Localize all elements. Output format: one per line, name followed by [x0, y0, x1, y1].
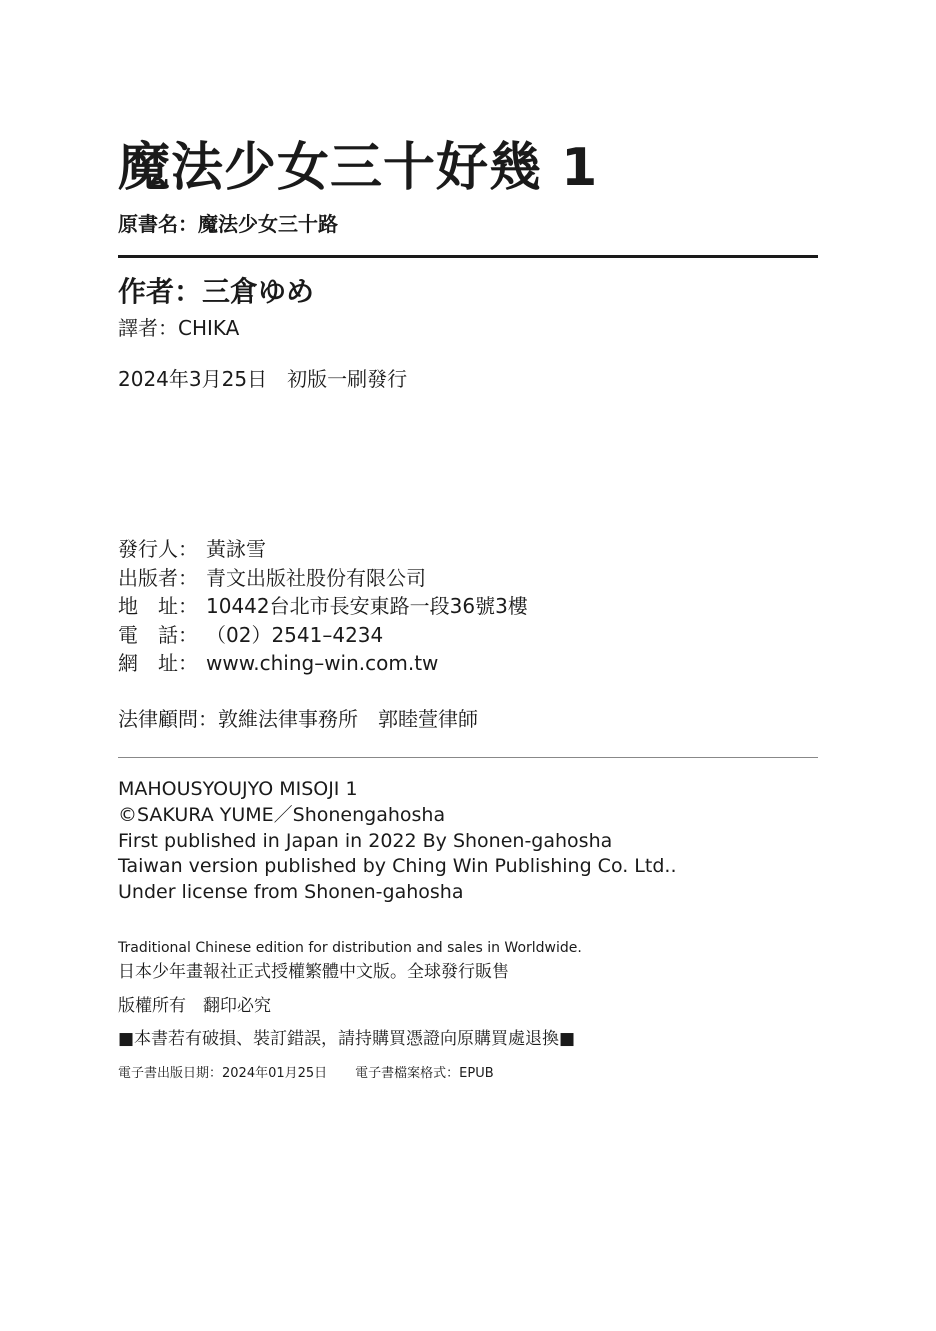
phone-value: （02）2541–4234 [206, 622, 384, 647]
website-value: www.ching–win.com.tw [206, 651, 439, 675]
translator-line: 譯者：CHIKA [118, 316, 240, 340]
distribution-note: Traditional Chinese edition for distribution and sales in Worldwide. [118, 940, 582, 956]
book-title: 魔法少女三十好幾 1 [118, 138, 599, 198]
english-credits [118, 777, 677, 906]
phone-label: 電 話： [118, 622, 198, 647]
address-label: 地 址： [118, 594, 198, 618]
credit-line: Taiwan version published by Ching Win Publishing Co. Ltd.. [118, 855, 677, 878]
address-row [118, 592, 528, 621]
publisher-label: 出版者： [118, 565, 198, 590]
publisher-info [118, 535, 528, 678]
ebook-format: 電子書檔案格式：EPUB [355, 1066, 494, 1081]
author-line: 作者：三倉ゆめ [118, 275, 315, 308]
original-title: 原書名：魔法少女三十路 [118, 212, 338, 236]
credit-line: Under license from Shonen-gahosha [118, 881, 464, 904]
credit-line: MAHOUSYOUJYO MISOJI 1 [118, 778, 358, 800]
credit-line: ©SAKURA YUME／Shonengahosha [118, 803, 446, 826]
ebook-info [118, 1064, 494, 1084]
edition-line: 2024年3月25日 初版一刷發行 [118, 367, 408, 391]
credit-line: First published in Japan in 2022 By Shonen-gahosha [118, 829, 613, 852]
address-value: 10442台北市長安東路一段36號3樓 [206, 594, 528, 618]
phone-row [118, 621, 528, 650]
publisher-value: 青文出版社股份有限公司 [206, 565, 426, 590]
website-row [118, 649, 528, 678]
damage-notice: ■本書若有破損、裝訂錯誤，請持購買憑證向原購買處退換■ [118, 1029, 576, 1049]
title-divider [118, 255, 818, 258]
section-divider [118, 757, 818, 758]
publisher-row [118, 564, 528, 593]
issuer-row [118, 535, 528, 564]
license-note: 日本少年畫報社正式授權繁體中文版。全球發行販售 [118, 962, 509, 982]
issuer-value: 黃詠雪 [206, 537, 266, 561]
legal-counsel: 法律顧問：敦維法律事務所 郭睦萱律師 [118, 707, 478, 731]
website-label: 網 址： [118, 651, 198, 675]
ebook-date: 電子書出版日期：2024年01月25日 [118, 1066, 328, 1081]
rights-note: 版權所有 翻印必究 [118, 996, 271, 1016]
issuer-label: 發行人： [118, 537, 198, 561]
